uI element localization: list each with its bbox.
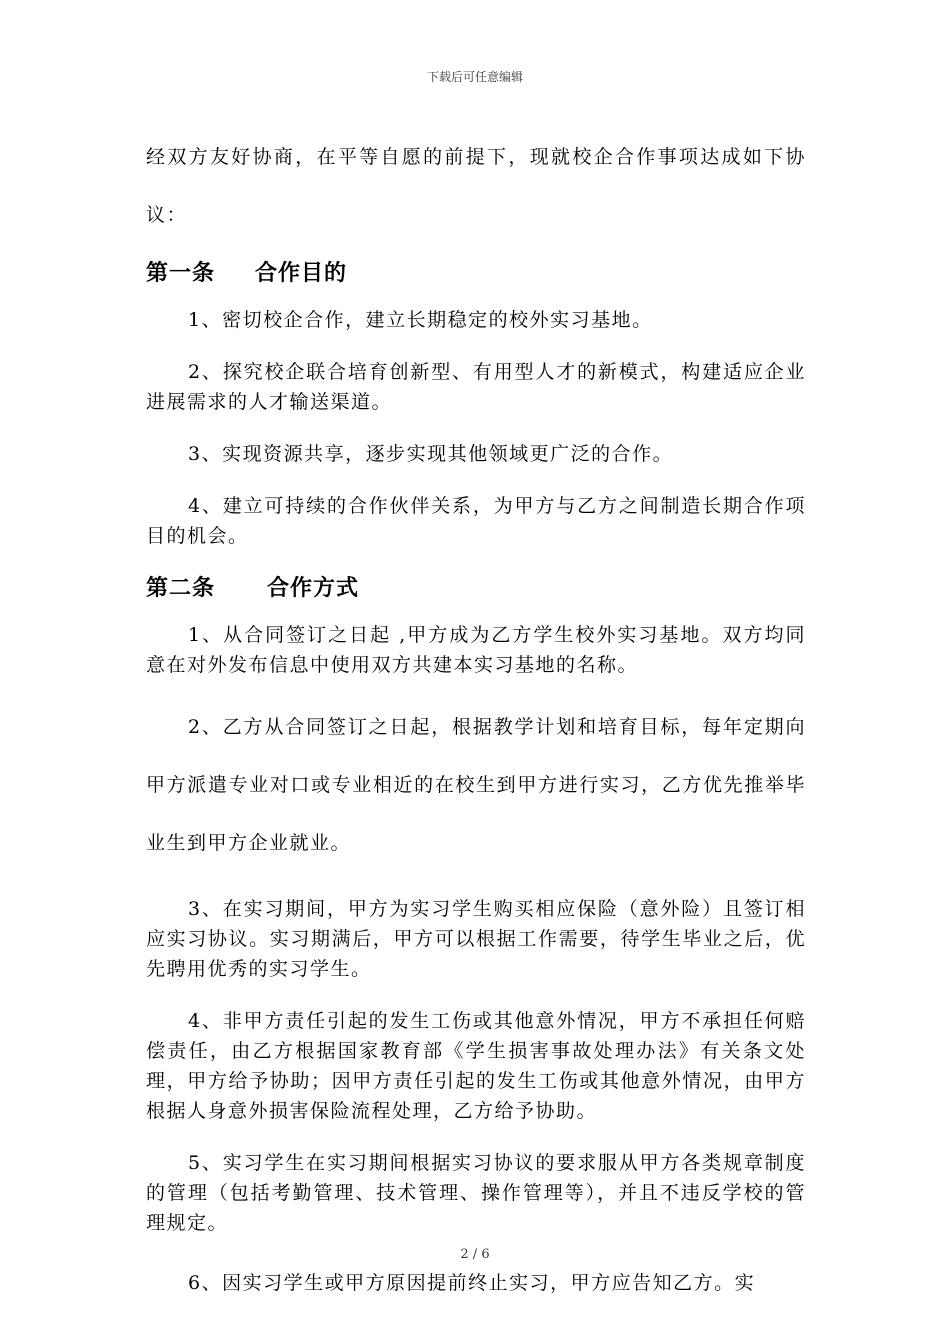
article-1-item-1: 1、密切校企合作，建立长期稳定的校外实习基地。 [188,309,653,331]
article-2-heading [146,571,806,602]
article-1-heading [146,256,806,287]
article-2-item-6: 6、因实习学生或甲方原因提前终止实习，甲方应告知乙方。实 [188,1272,756,1294]
document-body [146,128,806,1298]
article-2-number: 第二条 [146,576,216,601]
article-1-number: 第一条 [146,261,216,286]
article-1-title: 合作目的 [255,261,348,286]
article-2-item-4: 4、非甲方责任引起的发生工伤或其他意外情况，甲方不承担任何赔偿责任，由乙方根据国家教育部《学生损害事故处理办法》有关条文处理，甲方给予协助；因甲方责任引起的发生工伤或其他意外情况，由甲方根据人身意外损害保险流程处理，乙方给予协助。 [146,1010,806,1122]
article-1-item-4: 4、建立可持续的合作伙伴关系，为甲方与乙方之间制造长期合作项目的机会。 [146,495,806,547]
article-2-item-2: 2、乙方从合同签订之日起，根据教学计划和培育目标，每年定期向甲方派遣专业对口或专业相近的在校生到甲方进行实习，乙方优先推举毕业生到甲方企业就业。 [146,716,806,854]
article-2-title: 合作方式 [267,576,360,601]
article-1-item-2: 2、探究校企联合培育创新型、有用型人才的新模式，构建适应企业进展需求的人才输送渠道。 [146,361,806,413]
article-2-item-5: 5、实习学生在实习期间根据实习协议的要求服从甲方各类规章制度的管理（包括考勤管理、技术管理、操作管理等），并且不违反学校的管理规定。 [146,1152,806,1234]
article-2-item-1: 1、从合同签订之日起 ,甲方成为乙方学生校外实习基地。双方均同意在对外发布信息中使用双方共建本实习基地的名称。 [146,624,806,676]
article-1-item-3: 3、实现资源共享，逐步实现其他领域更广泛的合作。 [188,443,674,465]
article-2-item-3: 3、在实习期间，甲方为实习学生购买相应保险（意外险）且签订相应实习协议。实习期满后，甲方可以根据工作需要，待学生毕业之后，优先聘用优秀的实习学生。 [146,898,806,980]
page-number: 2 / 6 [460,1247,490,1262]
intro-paragraph: 经双方友好协商，在平等自愿的前提下，现就校企合作事项达成如下协议： [146,146,806,226]
page-header: 下载后可任意编辑 [426,70,523,84]
